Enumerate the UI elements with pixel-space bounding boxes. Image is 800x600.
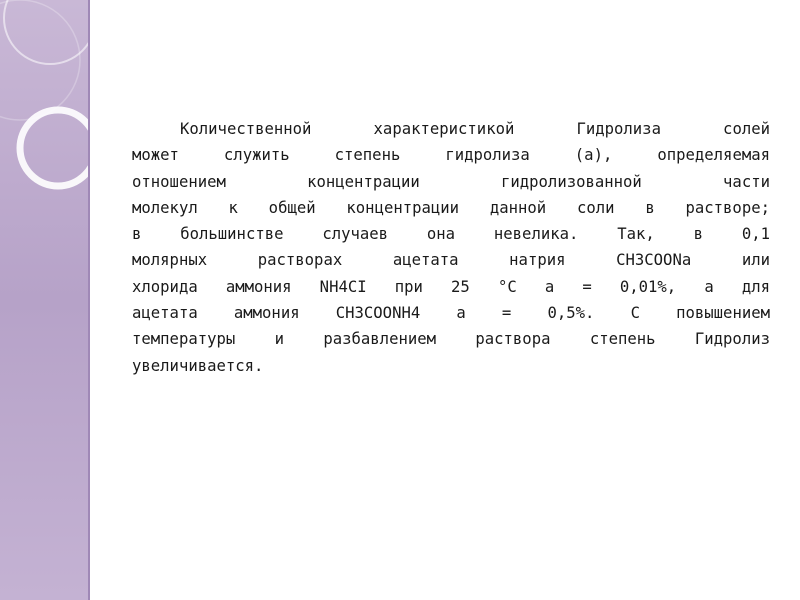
paragraph-line: молекул к общей концентрации данной соли в растворе; <box>132 198 770 217</box>
paragraph-line: отношением концентрации гидролизованной части <box>132 172 770 191</box>
paragraph-line: температуры и разбавлением раствора степень Гидролиз <box>132 330 770 349</box>
decorative-circle-large <box>4 0 88 64</box>
paragraph-line: увеличивается. <box>132 356 264 375</box>
paragraph-line: Количественной характеристикой Гидролиза солей <box>180 120 770 138</box>
decorative-circles <box>0 0 88 600</box>
decorative-side-band <box>0 0 88 600</box>
paragraph-line: молярных растворах ацетата натрия CH3COONa или <box>132 251 770 270</box>
decorative-circle-small <box>20 110 88 186</box>
paragraph-line: хлорида аммония NH4CI при 25 °С а = 0,01%, а для <box>132 277 770 296</box>
paragraph-line: в большинстве случаев она невелика. Так, в 0,1 <box>132 225 770 244</box>
paragraph-line: может служить степень гидролиза (а), определяемая <box>132 146 770 165</box>
paragraph-line: ацетата аммония CH3COONH4 а = 0,5%. С повышением <box>132 304 770 323</box>
slide-paragraph <box>132 116 770 379</box>
band-divider <box>88 0 90 600</box>
